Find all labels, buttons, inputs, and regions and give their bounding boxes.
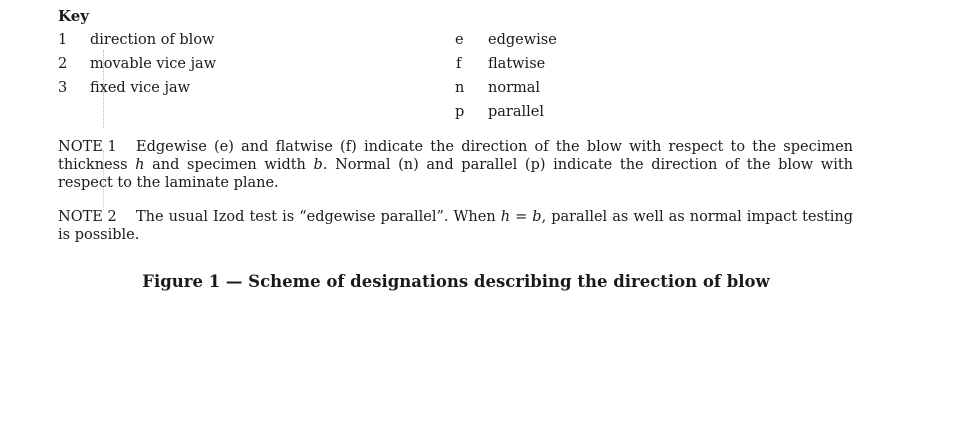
- key-item-code: e: [455, 32, 464, 48]
- key-item-text: edgewise: [488, 32, 557, 48]
- key-item: [455, 79, 655, 97]
- key-item-number: 2: [58, 56, 68, 72]
- note-text: , parallel as well as normal impact testing is possible.: [58, 209, 853, 243]
- note-text: =: [510, 209, 533, 225]
- key-item-code: n: [455, 80, 465, 96]
- key-item-text: direction of blow: [90, 32, 215, 48]
- key-item: [455, 55, 655, 73]
- key-item: [58, 55, 458, 73]
- key-item-text: normal: [488, 80, 541, 96]
- symbol-b: b: [313, 157, 323, 173]
- key-item-code: f: [456, 56, 462, 72]
- note-label: NOTE 2: [58, 209, 117, 225]
- key-item: [455, 31, 655, 49]
- key-item: [58, 79, 458, 97]
- key-item-text: parallel: [488, 104, 544, 120]
- key-item: [455, 103, 655, 121]
- key-item: [58, 31, 458, 49]
- key-item-number: 3: [58, 80, 68, 96]
- note-1: [58, 138, 853, 192]
- key-item-number: 1: [58, 32, 68, 48]
- note-label: NOTE 1: [58, 139, 117, 155]
- key-item-text: movable vice jaw: [90, 56, 217, 72]
- figure-caption: Figure 1 — Scheme of designations describing the direction of blow: [142, 272, 770, 291]
- note-text: The usual Izod test is “edgewise parallel”. When: [136, 209, 501, 225]
- key-title: Key: [58, 7, 89, 25]
- symbol-h: h: [135, 157, 145, 173]
- note-2: [58, 208, 853, 244]
- note-text: Edgewise (e) and flatwise (f) indicate the direction of the blow with respect to the specimen thickness: [58, 139, 853, 173]
- note-text: . Normal (n) and parallel (p) indicate the direction of the blow with respect to the laminate plane.: [58, 157, 853, 191]
- key-item-code: p: [455, 104, 465, 120]
- key-item-text: fixed vice jaw: [90, 80, 191, 96]
- key-item-text: flatwise: [488, 56, 546, 72]
- note-text: and specimen width: [144, 157, 314, 173]
- symbol-b: b: [532, 209, 542, 225]
- symbol-h: h: [500, 209, 511, 225]
